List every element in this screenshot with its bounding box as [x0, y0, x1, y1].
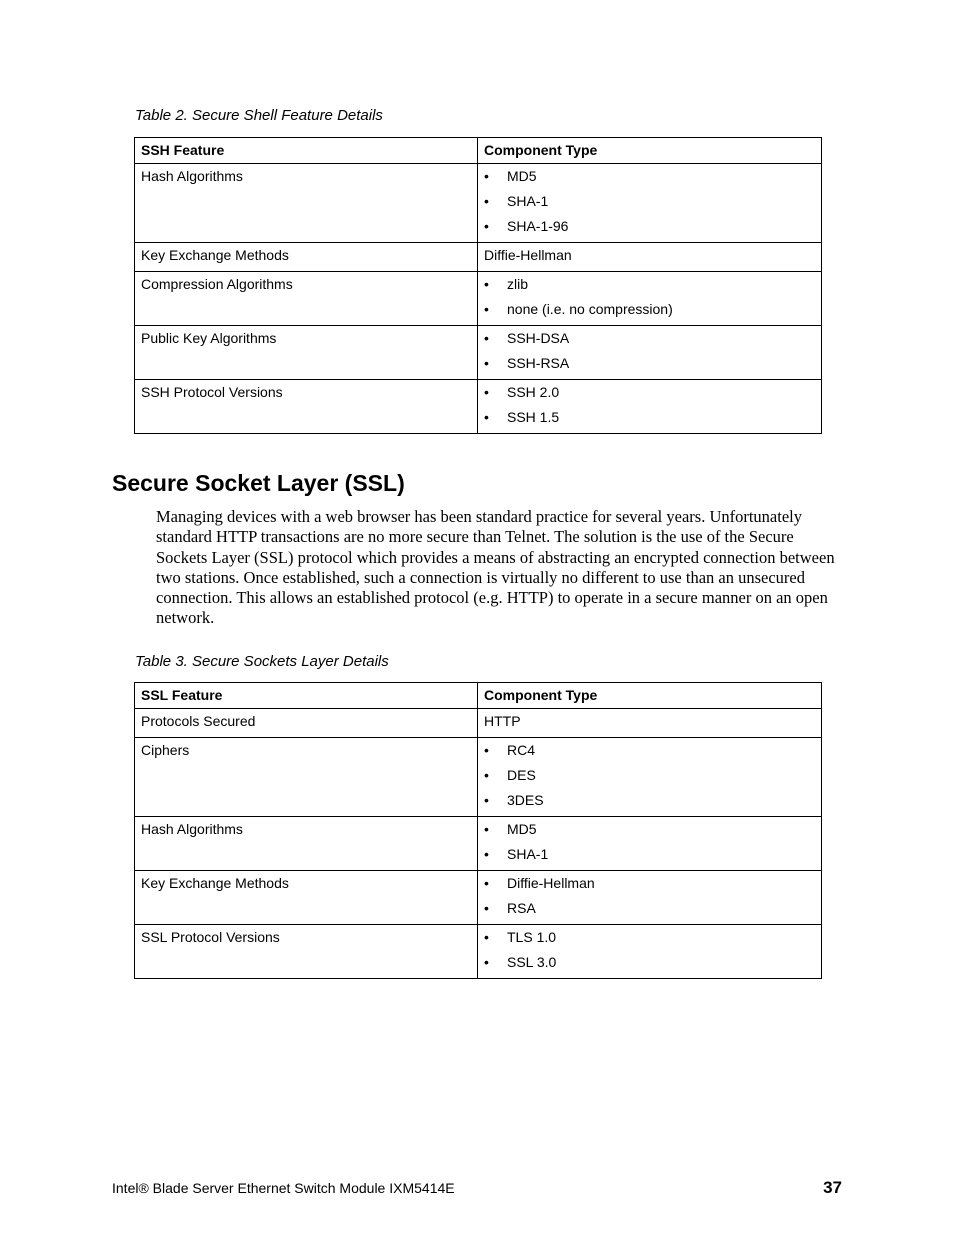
list-item: • zlib [484, 272, 815, 297]
column-header-component-type: Component Type [478, 683, 822, 709]
list-item: • RSA [484, 896, 815, 921]
component-type-cell [478, 871, 822, 925]
page-number: 37 [823, 1178, 842, 1197]
list-item: • MD5 [484, 817, 815, 842]
list-item: • SHA-1 [484, 189, 815, 214]
section-body-paragraph: Managing devices with a web browser has been standard practice for several years. Unfortunately standard HTTP transactions are no more secure than Telnet. The solution is the use of the Secure Sockets Layer (SSL) protocol which provides a means of abstracting an encrypted connection between two stations. Once established, such a connection is virtually no different to use than an unsecured connection. This allows an established protocol (e.g. HTTP) to operate in a secure manner on an open network. [156, 507, 835, 628]
feature-cell: Public Key Algorithms [135, 326, 478, 380]
component-list [484, 925, 815, 975]
component-list [484, 738, 815, 813]
footer-document-title: Intel® Blade Server Ethernet Switch Module IXM5414E [112, 1180, 455, 1196]
list-item: • SSL 3.0 [484, 950, 815, 975]
component-list [484, 326, 815, 376]
list-item: • MD5 [484, 164, 815, 189]
table-row [135, 925, 822, 979]
table-body [135, 709, 822, 979]
component-type-cell [478, 164, 822, 243]
list-item: • SHA-1 [484, 842, 815, 867]
component-type-cell [478, 925, 822, 979]
component-type-cell [478, 380, 822, 434]
component-type-cell [478, 326, 822, 380]
column-header-component-type: Component Type [478, 138, 822, 164]
feature-cell: Key Exchange Methods [135, 243, 478, 272]
table-row [135, 243, 822, 272]
list-item: • SSH 1.5 [484, 405, 815, 430]
component-list [484, 871, 815, 921]
table-header-row [135, 138, 822, 164]
feature-cell: SSH Protocol Versions [135, 380, 478, 434]
table2-caption: Table 2. Secure Shell Feature Details [135, 107, 383, 124]
feature-cell: Hash Algorithms [135, 817, 478, 871]
list-item: • Diffie-Hellman [484, 871, 815, 896]
table-row [135, 709, 822, 738]
table-row [135, 817, 822, 871]
table-body [135, 164, 822, 434]
list-item: • SSH-RSA [484, 351, 815, 376]
feature-cell: Protocols Secured [135, 709, 478, 738]
list-item: • TLS 1.0 [484, 925, 815, 950]
feature-cell: Hash Algorithms [135, 164, 478, 243]
feature-cell: Ciphers [135, 738, 478, 817]
ssh-feature-table [134, 137, 822, 434]
table3-caption: Table 3. Secure Sockets Layer Details [135, 653, 389, 670]
list-item: • 3DES [484, 788, 815, 813]
list-item: • SHA-1-96 [484, 214, 815, 239]
table-header-row [135, 683, 822, 709]
table-row [135, 272, 822, 326]
table-row [135, 164, 822, 243]
list-item: • SSH 2.0 [484, 380, 815, 405]
list-item: • none (i.e. no compression) [484, 297, 815, 322]
component-list [484, 272, 815, 322]
table-row [135, 326, 822, 380]
list-item: • RC4 [484, 738, 815, 763]
table-row [135, 738, 822, 817]
ssl-feature-table [134, 682, 822, 979]
component-type-cell [478, 738, 822, 817]
list-item: • DES [484, 763, 815, 788]
component-type-cell: HTTP [478, 709, 822, 738]
component-type-cell [478, 272, 822, 326]
section-heading: Secure Socket Layer (SSL) [112, 470, 405, 496]
component-list [484, 817, 815, 867]
feature-cell: SSL Protocol Versions [135, 925, 478, 979]
feature-cell: Key Exchange Methods [135, 871, 478, 925]
list-item: • SSH-DSA [484, 326, 815, 351]
table-row [135, 871, 822, 925]
component-list [484, 164, 815, 239]
feature-cell: Compression Algorithms [135, 272, 478, 326]
column-header-feature: SSH Feature [135, 138, 478, 164]
component-list [484, 380, 815, 430]
column-header-feature: SSL Feature [135, 683, 478, 709]
table-row [135, 380, 822, 434]
component-type-cell [478, 817, 822, 871]
component-type-cell: Diffie-Hellman [478, 243, 822, 272]
